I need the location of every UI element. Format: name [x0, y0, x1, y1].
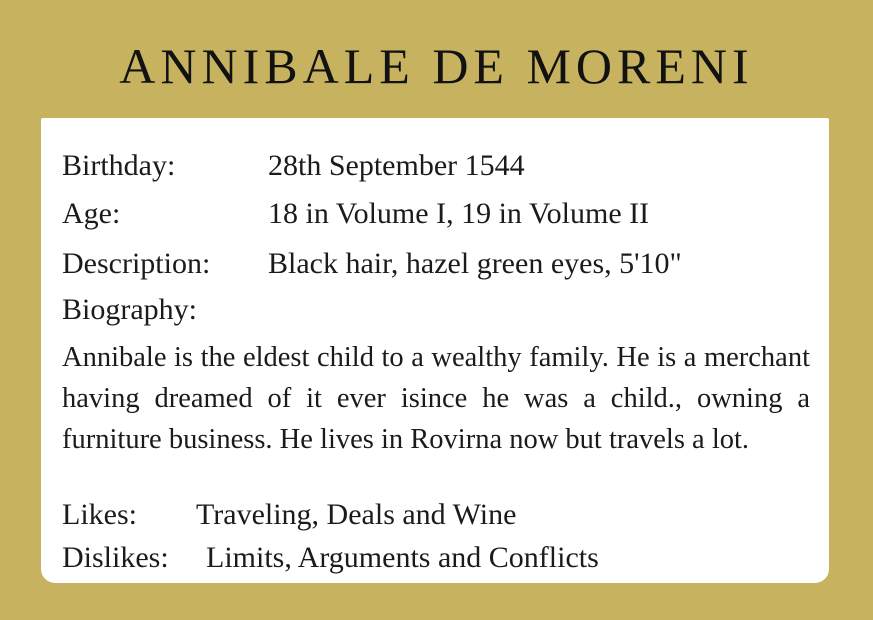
biography-row — [62, 292, 197, 328]
birthday-value: 28th September 1544 — [268, 149, 525, 182]
likes-label: Likes: — [62, 498, 137, 531]
dislikes-label: Dislikes: — [62, 541, 169, 574]
birthday-row — [62, 148, 525, 184]
age-label: Age: — [62, 197, 121, 230]
age-row — [62, 196, 649, 232]
description-label: Description: — [62, 247, 211, 280]
likes-row — [62, 497, 516, 533]
dislikes-value: Limits, Arguments and Conflicts — [206, 541, 599, 574]
birthday-label: Birthday: — [62, 149, 176, 182]
likes-value: Traveling, Deals and Wine — [196, 498, 517, 531]
description-value: Black hair, hazel green eyes, 5'10" — [268, 247, 682, 280]
character-info-card — [41, 118, 829, 583]
dislikes-row — [62, 540, 599, 576]
biography-label: Biography: — [62, 293, 197, 326]
description-row — [62, 246, 682, 282]
character-name-title: ANNIBALE DE MORENI — [119, 38, 754, 94]
biography-text: Annibale is the eldest child to a wealthy family. He is a merchant having dreamed of it ever isince he was a child., owning a furniture business. He lives in Rovirna now but travels a lot. — [62, 342, 810, 455]
age-value: 18 in Volume I, 19 in Volume II — [268, 197, 650, 230]
